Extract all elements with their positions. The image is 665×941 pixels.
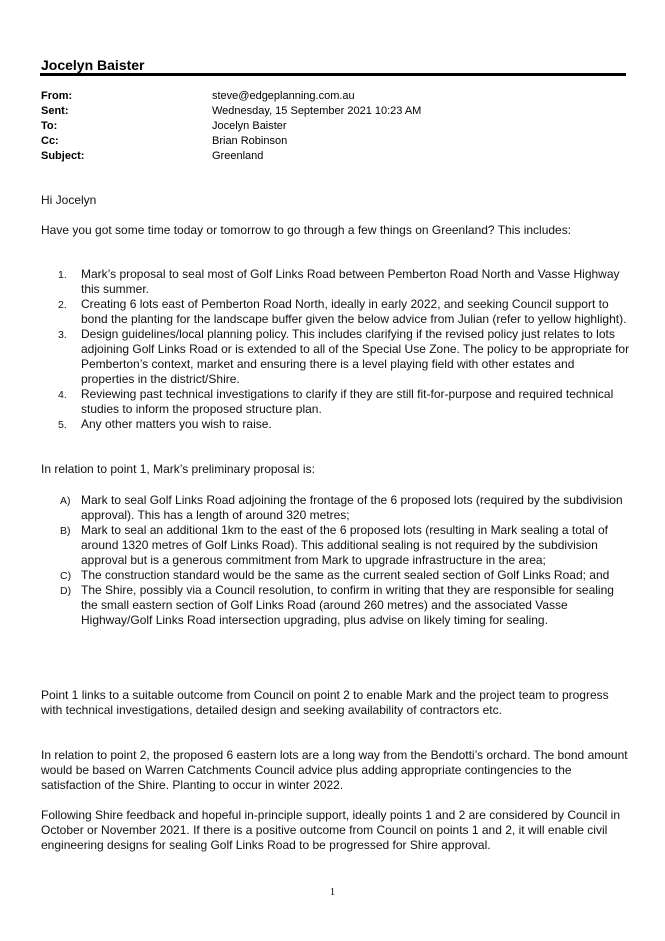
intro-paragraph: Have you got some time today or tomorrow to go through a few things on Greenland? This includes:	[41, 223, 572, 237]
list-letter: C)	[60, 570, 72, 582]
page-number: 1	[330, 887, 335, 898]
numbered-list	[41, 267, 631, 432]
list-number: 5.	[58, 419, 67, 431]
list-item	[41, 297, 631, 327]
header-rule	[40, 73, 626, 76]
email-owner-name: Jocelyn Baister	[41, 57, 145, 73]
lettered-list	[41, 493, 631, 628]
list-item-text: Reviewing past technical investigations to clarify if they are still fit-for-purpose and required technical studies to inform the proposed structure plan.	[81, 387, 614, 416]
header-label-to: To:	[41, 120, 58, 132]
following-paragraph: Following Shire feedback and hopeful in-principle support, ideally points 1 and 2 are considered by Council in October or November 2021. If there is a positive outcome from Council on points 1 and 2, it will enable civil engineering designs for sealing Golf Links Road to be progressed for Shire approval.	[41, 808, 621, 852]
list-item-text: Design guidelines/local planning policy. This includes clarifying if the revised policy just relates to lots adjoining Golf Links Road or is extended to all of the Special Use Zone. The policy to be appropriate for Pemberton’s context, market and ensuring there is a level playing field with other estates and properties in the district/Shire.	[81, 327, 630, 386]
point1-links-paragraph: Point 1 links to a suitable outcome from Council on point 2 to enable Mark and the project team to progress with technical investigations, detailed design and seeking availability of contractors etc.	[41, 688, 609, 717]
list-item	[41, 327, 631, 387]
header-value-from: steve@edgeplanning.com.au	[212, 90, 355, 102]
list-number: 4.	[58, 389, 67, 401]
header-label-from: From:	[41, 90, 73, 102]
list-number: 2.	[58, 299, 67, 311]
list-item	[41, 568, 631, 583]
header-value-subject: Greenland	[212, 150, 264, 162]
header-label-cc: Cc:	[41, 135, 59, 147]
header-label-subject: Subject:	[41, 150, 85, 162]
list-letter: A)	[60, 495, 71, 507]
list-item	[41, 387, 631, 417]
list-item-text: Mark to seal an additional 1km to the east of the 6 proposed lots (resulting in Mark sealing a total of around 1320 metres of Golf Links Road). This additional sealing is not required by the subdivision approval but is a generous commitment from Mark to upgrade infrastructure in the area;	[81, 523, 608, 567]
list-number: 1.	[58, 269, 67, 281]
list-item-text: Mark to seal Golf Links Road adjoining the frontage of the 6 proposed lots (required by the subdivision approval). This has a length of around 320 metres;	[81, 493, 623, 522]
header-value-to: Jocelyn Baister	[212, 120, 287, 132]
header-label-sent: Sent:	[41, 105, 69, 117]
list-item-text: The Shire, possibly via a Council resolution, to confirm in writing that they are responsible for sealing the small eastern section of Golf Links Road (around 260 metres) and the associated Vasse Highway/Golf Links Road intersection upgrading, plus advise on likely timing for sealing.	[81, 583, 614, 627]
point2-paragraph: In relation to point 2, the proposed 6 eastern lots are a long way from the Bendotti’s orchard. The bond amount would be based on Warren Catchments Council advice plus adding appropriate contingencies to the satisfaction of the Shire. Planting to occur in winter 2022.	[41, 748, 628, 792]
list-item	[41, 267, 631, 297]
list-letter: D)	[60, 585, 72, 597]
list-number: 3.	[58, 329, 67, 341]
list-item	[41, 583, 631, 628]
greeting: Hi Jocelyn	[41, 193, 97, 207]
list-item	[41, 523, 631, 568]
list-item	[41, 417, 631, 432]
header-value-cc: Brian Robinson	[212, 135, 288, 147]
list-item	[41, 493, 631, 523]
list-item-text: Mark’s proposal to seal most of Golf Links Road between Pemberton Road North and Vasse Highway this summer.	[81, 267, 620, 296]
list-item-text: Creating 6 lots east of Pemberton Road North, ideally in early 2022, and seeking Council support to bond the planting for the landscape buffer given the below advice from Julian (refer to yellow highlight).	[81, 297, 627, 326]
point1-intro: In relation to point 1, Mark’s preliminary proposal is:	[41, 462, 315, 476]
list-letter: B)	[60, 525, 71, 537]
list-item-text: Any other matters you wish to raise.	[81, 417, 272, 431]
list-item-text: The construction standard would be the same as the current sealed section of Golf Links Road; and	[81, 568, 610, 582]
header-value-sent: Wednesday, 15 September 2021 10:23 AM	[212, 105, 422, 117]
